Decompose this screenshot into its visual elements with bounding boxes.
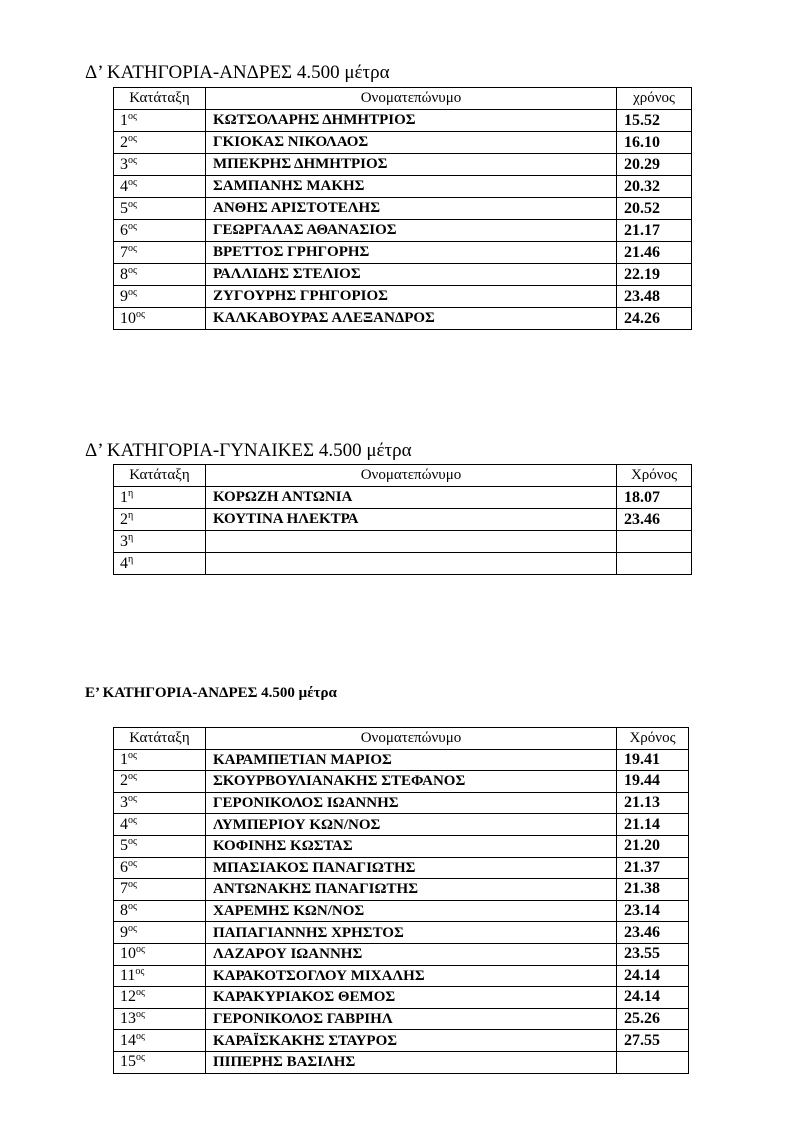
rank-suffix: ος [128, 199, 137, 210]
rank-suffix: ος [136, 987, 145, 999]
rank-cell [114, 771, 206, 793]
rank-cell [114, 509, 206, 531]
table-row [114, 176, 692, 198]
rank-suffix: ος [128, 922, 137, 934]
rank-number: 2 [120, 511, 128, 528]
section-title: Δ’ ΚΑΤΗΓΟΡΙΑ-ΑΝΔΡΕΣ 4.500 μέτρα [85, 62, 390, 83]
column-header-rank: Κατάταξη [114, 88, 206, 110]
table-row [114, 965, 689, 987]
time-cell: 20.29 [617, 154, 692, 176]
time-cell: 24.14 [617, 987, 689, 1009]
table-row [114, 132, 692, 154]
athlete-name-cell: ΚΑΡΑΚΟΤΣΟΓΛΟΥ ΜΙΧΑΛΗΣ [206, 965, 617, 987]
rank-suffix: ος [128, 155, 137, 166]
rank-cell [114, 176, 206, 198]
athlete-name-cell: ΚΩΤΣΟΛΑΡΗΣ ΔΗΜΗΤΡΙΟΣ [206, 110, 617, 132]
athlete-name-cell: ΛΥΜΠΕΡΙΟΥ ΚΩΝ/ΝΟΣ [206, 814, 617, 836]
time-cell: 18.07 [617, 487, 692, 509]
time-cell: 19.44 [617, 771, 689, 793]
table-row [114, 531, 692, 553]
time-cell: 20.32 [617, 176, 692, 198]
table-row [114, 857, 689, 879]
athlete-name-cell: ΑΝΤΩΝΑΚΗΣ ΠΑΝΑΓΙΩΤΗΣ [206, 879, 617, 901]
rank-cell [114, 943, 206, 965]
table-row [114, 771, 689, 793]
rank-cell [114, 987, 206, 1009]
rank-cell [114, 286, 206, 308]
rank-cell [114, 1008, 206, 1030]
table-row [114, 220, 692, 242]
rank-suffix: ος [136, 1030, 145, 1042]
athlete-name-cell: ΜΠΕΚΡΗΣ ΔΗΜΗΤΡΙΟΣ [206, 154, 617, 176]
rank-suffix: ος [128, 243, 137, 254]
rank-number: 10 [120, 310, 136, 327]
time-cell [617, 553, 692, 575]
results-table [113, 727, 689, 1074]
rank-suffix: ος [136, 1009, 145, 1021]
athlete-name-cell [206, 553, 617, 575]
table-row [114, 879, 689, 901]
rank-cell [114, 132, 206, 154]
table-row [114, 1030, 689, 1052]
rank-suffix: η [128, 532, 134, 543]
rank-suffix: ος [128, 749, 137, 761]
table-row [114, 154, 692, 176]
rank-number: 4 [120, 815, 128, 833]
athlete-name-cell [206, 531, 617, 553]
rank-suffix: ος [128, 265, 137, 276]
column-header-time: Χρόνος [617, 728, 689, 750]
time-cell: 19.41 [617, 749, 689, 771]
rank-cell [114, 857, 206, 879]
athlete-name-cell: ΣΑΜΠΑΝΗΣ ΜΑΚΗΣ [206, 176, 617, 198]
rank-cell [114, 264, 206, 286]
table-row [114, 198, 692, 220]
time-cell: 21.37 [617, 857, 689, 879]
time-cell: 20.52 [617, 198, 692, 220]
rank-cell [114, 531, 206, 553]
table-row [114, 900, 689, 922]
rank-suffix: ος [128, 857, 137, 869]
athlete-name-cell: ΓΕΩΡΓΑΛΑΣ ΑΘΑΝΑΣΙΟΣ [206, 220, 617, 242]
time-cell [617, 531, 692, 553]
rank-number: 7 [120, 880, 128, 898]
time-cell: 21.17 [617, 220, 692, 242]
rank-number: 2 [120, 772, 128, 790]
athlete-name-cell: ΓΕΡΟΝΙΚΟΛΟΣ ΓΑΒΡΙΗΛ [206, 1008, 617, 1030]
rank-number: 2 [120, 134, 128, 151]
rank-cell [114, 242, 206, 264]
time-cell [617, 1051, 689, 1073]
rank-cell [114, 792, 206, 814]
table-row [114, 110, 692, 132]
table-row [114, 1008, 689, 1030]
results-table [113, 87, 692, 330]
rank-number: 12 [120, 988, 136, 1006]
athlete-name-cell: ΜΠΑΣΙΑΚΟΣ ΠΑΝΑΓΙΩΤΗΣ [206, 857, 617, 879]
rank-number: 4 [120, 178, 128, 195]
athlete-name-cell: ΠΑΠΑΓΙΑΝΝΗΣ ΧΡΗΣΤΟΣ [206, 922, 617, 944]
table-row [114, 987, 689, 1009]
rank-cell [114, 879, 206, 901]
rank-number: 3 [120, 156, 128, 173]
rank-suffix: ος [128, 901, 137, 913]
rank-number: 8 [120, 266, 128, 283]
rank-cell [114, 900, 206, 922]
rank-suffix: ος [136, 944, 145, 956]
rank-number: 3 [120, 533, 128, 550]
rank-cell [114, 308, 206, 330]
rank-suffix: ος [135, 965, 145, 977]
rank-number: 8 [120, 902, 128, 920]
table-row [114, 749, 689, 771]
rank-number: 1 [120, 750, 128, 768]
time-cell: 23.46 [617, 509, 692, 531]
athlete-name-cell: ΓΚΙΟΚΑΣ ΝΙΚΟΛΑΟΣ [206, 132, 617, 154]
rank-number: 13 [120, 1010, 136, 1028]
rank-cell [114, 749, 206, 771]
time-cell: 15.52 [617, 110, 692, 132]
rank-cell [114, 553, 206, 575]
table-row [114, 487, 692, 509]
rank-number: 10 [120, 945, 136, 963]
rank-cell [114, 1030, 206, 1052]
time-cell: 21.14 [617, 814, 689, 836]
table-row [114, 308, 692, 330]
time-cell: 25.26 [617, 1008, 689, 1030]
rank-cell [114, 110, 206, 132]
time-cell: 16.10 [617, 132, 692, 154]
table-row [114, 943, 689, 965]
rank-suffix: η [128, 510, 134, 521]
athlete-name-cell: ΚΟΦΙΝΗΣ ΚΩΣΤΑΣ [206, 835, 617, 857]
athlete-name-cell: ΒΡΕΤΤΟΣ ΓΡΗΓΟΡΗΣ [206, 242, 617, 264]
section-title: Ε’ ΚΑΤΗΓΟΡΙΑ-ΑΝΔΡΕΣ 4.500 μέτρα [85, 685, 337, 701]
time-cell: 21.13 [617, 792, 689, 814]
athlete-name-cell: ΧΑΡΕΜΗΣ ΚΩΝ/ΝΟΣ [206, 900, 617, 922]
rank-cell [114, 198, 206, 220]
table-row [114, 286, 692, 308]
rank-number: 15 [120, 1053, 136, 1071]
rank-cell [114, 835, 206, 857]
athlete-name-cell: ΚΑΡΑΪΣΚΑΚΗΣ ΣΤΑΥΡΟΣ [206, 1030, 617, 1052]
rank-number: 1 [120, 112, 128, 129]
table-row [114, 1051, 689, 1073]
athlete-name-cell: ΛΑΖΑΡΟΥ ΙΩΑΝΝΗΣ [206, 943, 617, 965]
athlete-name-cell: ΚΑΡΑΜΠΕΤΙΑΝ ΜΑΡΙΟΣ [206, 749, 617, 771]
rank-cell [114, 487, 206, 509]
rank-number: 5 [120, 837, 128, 855]
table-row [114, 814, 689, 836]
time-cell: 24.26 [617, 308, 692, 330]
rank-number: 6 [120, 222, 128, 239]
rank-number: 9 [120, 923, 128, 941]
athlete-name-cell: ΚΑΡΑΚΥΡΙΑΚΟΣ ΘΕΜΟΣ [206, 987, 617, 1009]
rank-cell [114, 220, 206, 242]
rank-cell [114, 922, 206, 944]
rank-suffix: ος [128, 836, 137, 848]
rank-number: 1 [120, 489, 128, 506]
time-cell: 23.14 [617, 900, 689, 922]
rank-suffix: ος [128, 771, 137, 783]
athlete-name-cell: ΠΙΠΕΡΗΣ ΒΑΣΙΛΗΣ [206, 1051, 617, 1073]
rank-number: 6 [120, 858, 128, 876]
athlete-name-cell: ΚΑΛΚΑΒΟΥΡΑΣ ΑΛΕΞΑΝΔΡΟΣ [206, 308, 617, 330]
rank-cell [114, 154, 206, 176]
rank-suffix: ος [136, 1052, 145, 1064]
rank-suffix: ος [128, 793, 137, 805]
time-cell: 24.14 [617, 965, 689, 987]
rank-suffix: ος [128, 177, 137, 188]
rank-number: 4 [120, 555, 128, 572]
table-row [114, 264, 692, 286]
table-row [114, 509, 692, 531]
rank-suffix: ος [136, 309, 145, 320]
rank-suffix: ος [128, 879, 137, 891]
rank-number: 14 [120, 1031, 136, 1049]
column-header-rank: Κατάταξη [114, 728, 206, 750]
athlete-name-cell: ΖΥΓΟΥΡΗΣ ΓΡΗΓΟΡΙΟΣ [206, 286, 617, 308]
athlete-name-cell: ΚΟΥΤΙΝΑ ΗΛΕΚΤΡΑ [206, 509, 617, 531]
rank-cell [114, 965, 206, 987]
column-header-name: Ονοματεπώνυμο [206, 465, 617, 487]
rank-number: 9 [120, 288, 128, 305]
rank-suffix: ος [128, 287, 137, 298]
rank-cell [114, 1051, 206, 1073]
time-cell: 21.46 [617, 242, 692, 264]
time-cell: 23.55 [617, 943, 689, 965]
time-cell: 21.20 [617, 835, 689, 857]
time-cell: 22.19 [617, 264, 692, 286]
column-header-name: Ονοματεπώνυμο [206, 88, 617, 110]
athlete-name-cell: ΚΟΡΩΖΗ ΑΝΤΩΝΙΑ [206, 487, 617, 509]
section-title: Δ’ ΚΑΤΗΓΟΡΙΑ-ΓΥΝΑΙΚΕΣ 4.500 μέτρα [85, 440, 412, 461]
athlete-name-cell: ΣΚΟΥΡΒΟΥΛΙΑΝΑΚΗΣ ΣΤΕΦΑΝΟΣ [206, 771, 617, 793]
athlete-name-cell: ΓΕΡΟΝΙΚΟΛΟΣ ΙΩΑΝΝΗΣ [206, 792, 617, 814]
time-cell: 27.55 [617, 1030, 689, 1052]
rank-suffix: η [128, 488, 134, 499]
time-cell: 21.38 [617, 879, 689, 901]
rank-number: 7 [120, 244, 128, 261]
rank-suffix: ος [128, 221, 137, 232]
rank-suffix: ος [128, 111, 137, 122]
table-row [114, 553, 692, 575]
athlete-name-cell: ΑΝΘΗΣ ΑΡΙΣΤΟΤΕΛΗΣ [206, 198, 617, 220]
rank-suffix: η [128, 554, 134, 565]
column-header-time: Χρόνος [617, 465, 692, 487]
table-row [114, 835, 689, 857]
time-cell: 23.48 [617, 286, 692, 308]
time-cell: 23.46 [617, 922, 689, 944]
table-row [114, 242, 692, 264]
rank-number: 3 [120, 794, 128, 812]
rank-suffix: ος [128, 133, 137, 144]
rank-cell [114, 814, 206, 836]
column-header-time: χρόνος [617, 88, 692, 110]
athlete-name-cell: ΡΑΛΛΙΔΗΣ ΣΤΕΛΙΟΣ [206, 264, 617, 286]
rank-suffix: ος [128, 814, 137, 826]
table-row [114, 792, 689, 814]
rank-number: 5 [120, 200, 128, 217]
table-row [114, 922, 689, 944]
results-table [113, 464, 692, 575]
column-header-name: Ονοματεπώνυμο [206, 728, 617, 750]
rank-number: 11 [120, 966, 136, 984]
column-header-rank: Κατάταξη [114, 465, 206, 487]
